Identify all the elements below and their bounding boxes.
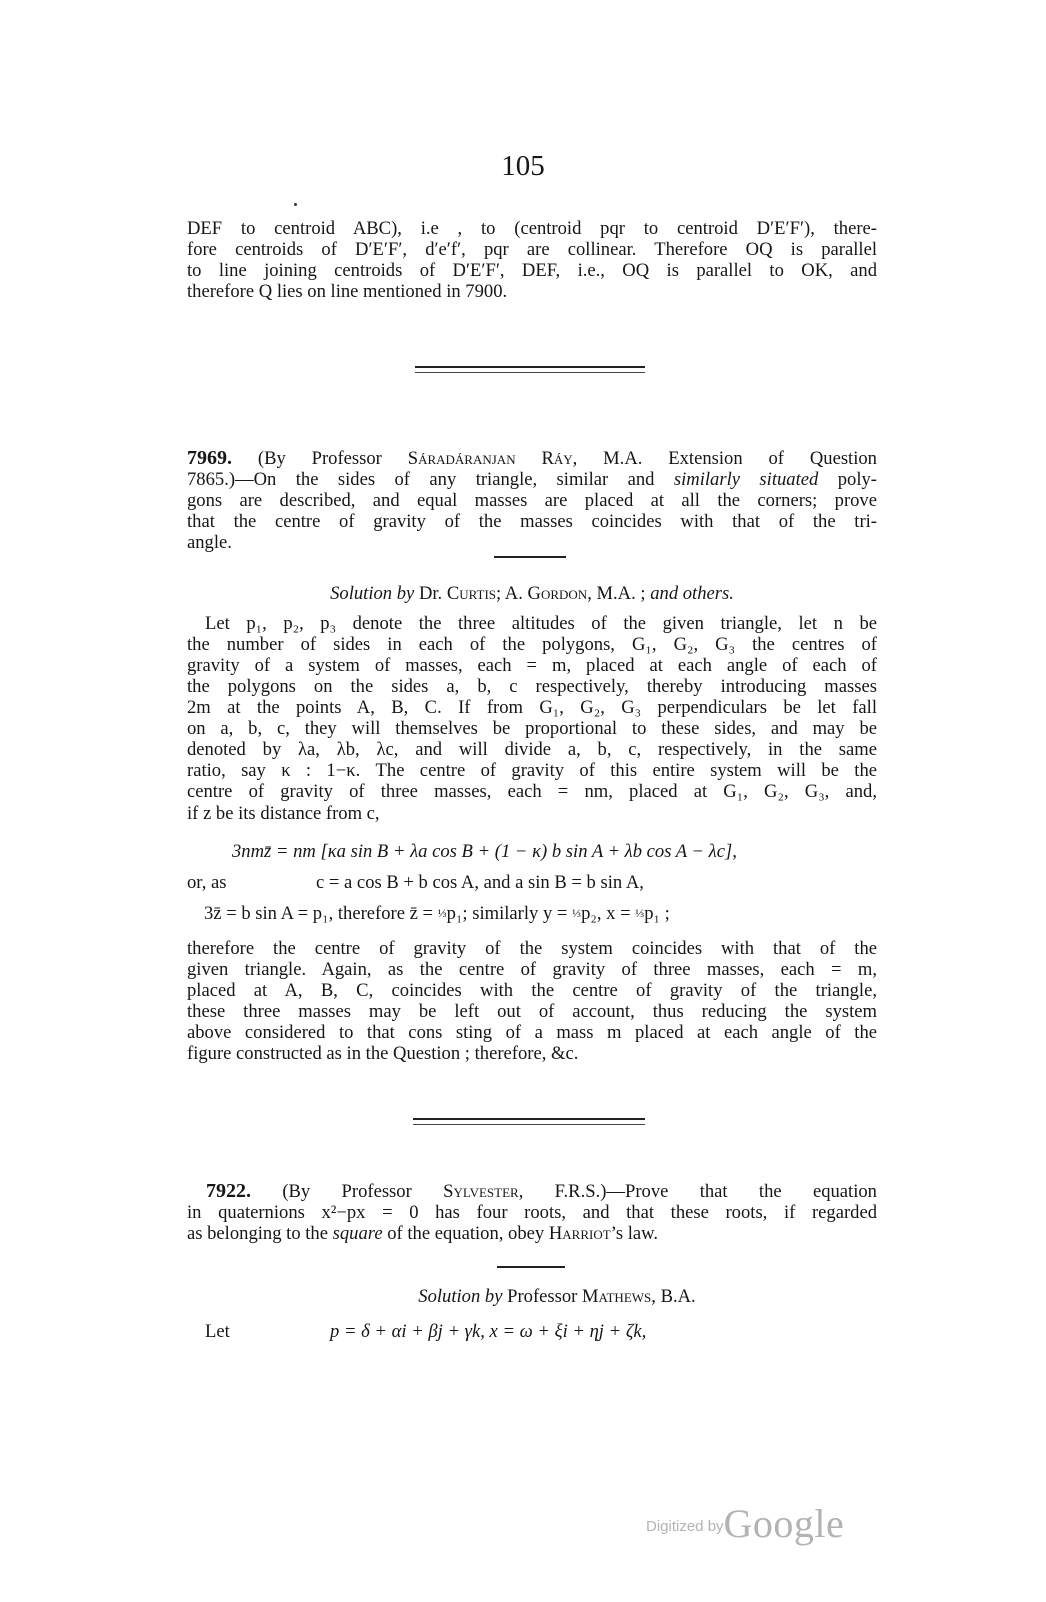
author-name: Sáradáranjan Ráy bbox=[407, 448, 573, 469]
text-line: on a, b, c, they will themselves be proportional to these sides, and may be bbox=[187, 718, 877, 739]
text-line: given triangle. Again, as the centre of gravity of three masses, each = m, bbox=[187, 959, 877, 980]
question-number: 7922. bbox=[206, 1180, 251, 1202]
text-line: in quaternions x²−px = 0 has four roots, and that these roots, if regarded bbox=[187, 1202, 877, 1223]
text-line: fore centroids of D′E′F′, d′e′f′, pqr are collinear. Therefore OQ is parallel bbox=[187, 239, 877, 260]
solution-heading: Solution by Dr. Curtis; A. Gordon, M.A. ; and others. bbox=[330, 583, 734, 604]
equation-3: 3z̄ = b sin A = p₁, therefore z̄ = ⅓p₁; similarly y = ⅓p₂, x = ⅓p₁ ; bbox=[204, 903, 670, 924]
let-label: Let bbox=[205, 1321, 230, 1342]
question-header: 7922. (By Professor Sylvester, F.R.S.)—Prove that the equation bbox=[206, 1180, 877, 1202]
text-line: 2m at the points A, B, C. If from G₁, G₂, G₃ perpendiculars be let fall bbox=[187, 697, 877, 718]
print-speck bbox=[294, 203, 297, 206]
section-divider bbox=[415, 366, 645, 373]
text-line: 7865.)—On the sides of any triangle, similar and similarly situated poly- bbox=[187, 469, 877, 490]
text-line: the number of sides in each of the polygons, G₁, G₂, G₃ the centres of bbox=[187, 634, 877, 655]
section-divider bbox=[413, 1118, 645, 1125]
text-line: that the centre of gravity of the masses coincides with that of the tri- bbox=[187, 511, 877, 532]
text-line: gravity of a system of masses, each = m, placed at each angle of each of bbox=[187, 655, 877, 676]
text-line: gons are described, and equal masses are placed at all the corners; prove bbox=[187, 490, 877, 511]
page-number: 105 bbox=[501, 150, 545, 182]
text-line: DEF to centroid ABC), i.e , to (centroid pqr to centroid D′E′F′), there- bbox=[187, 218, 877, 239]
text-line: centre of gravity of three masses, each = nm, placed at G₁, G₂, G₃, and, bbox=[187, 781, 877, 802]
equation: p = δ + αi + βj + γk, x = ω + ξi + ηj + ζk, bbox=[330, 1321, 647, 1342]
text-line: Let p₁, p₂, p₃ denote the three altitudes of the given triangle, let n be bbox=[205, 613, 877, 634]
text-line: denoted by λa, λb, λc, and will divide a, b, c, respectively, in the same bbox=[187, 739, 877, 760]
text-line: ratio, say κ : 1−κ. The centre of gravity of this entire system will be the bbox=[187, 760, 877, 781]
text-line: the polygons on the sides a, b, c respectively, thereby introducing masses bbox=[187, 676, 877, 697]
text-line: if z be its distance from c, bbox=[187, 803, 380, 824]
text-line: figure constructed as in the Question ; therefore, &c. bbox=[187, 1043, 579, 1064]
text-line: angle. bbox=[187, 532, 232, 553]
question-number: 7969. bbox=[187, 447, 232, 469]
equation-2: c = a cos B + b cos A, and a sin B = b sin A, bbox=[316, 872, 644, 893]
digitized-by-google-watermark: Digitized byGoogle bbox=[646, 1501, 845, 1546]
short-divider bbox=[497, 1266, 565, 1268]
text-line: above considered to that cons sting of a mass m placed at each angle of the bbox=[187, 1022, 877, 1043]
text-line: therefore the centre of gravity of the system coincides with that of the bbox=[187, 938, 877, 959]
google-logo: Google bbox=[723, 1501, 845, 1546]
text-line: placed at A, B, C, coincides with the centre of gravity of the triangle, bbox=[187, 980, 877, 1001]
author-name: Sylvester bbox=[443, 1181, 519, 1202]
question-header: 7969. (By Professor Sáradáranjan Ráy, M.A. Extension of Question bbox=[187, 447, 877, 469]
text-line: these three masses may be left out of account, thus reducing the system bbox=[187, 1001, 877, 1022]
solution-heading: Solution by Professor Mathews, B.A. bbox=[418, 1286, 696, 1307]
equation-1: 3nmz̄ = nm [κa sin B + λa cos B + (1 − κ) b sin A + λb cos A − λc], bbox=[232, 841, 737, 862]
text-line: to line joining centroids of D′E′F′, DEF, i.e., OQ is parallel to OK, and bbox=[187, 260, 877, 281]
short-divider bbox=[494, 556, 566, 558]
or-as-label: or, as bbox=[187, 872, 227, 893]
text-line: therefore Q lies on line mentioned in 7900. bbox=[187, 281, 508, 302]
text-line: as belonging to the square of the equation, obey Harriot’s law. bbox=[187, 1223, 659, 1244]
